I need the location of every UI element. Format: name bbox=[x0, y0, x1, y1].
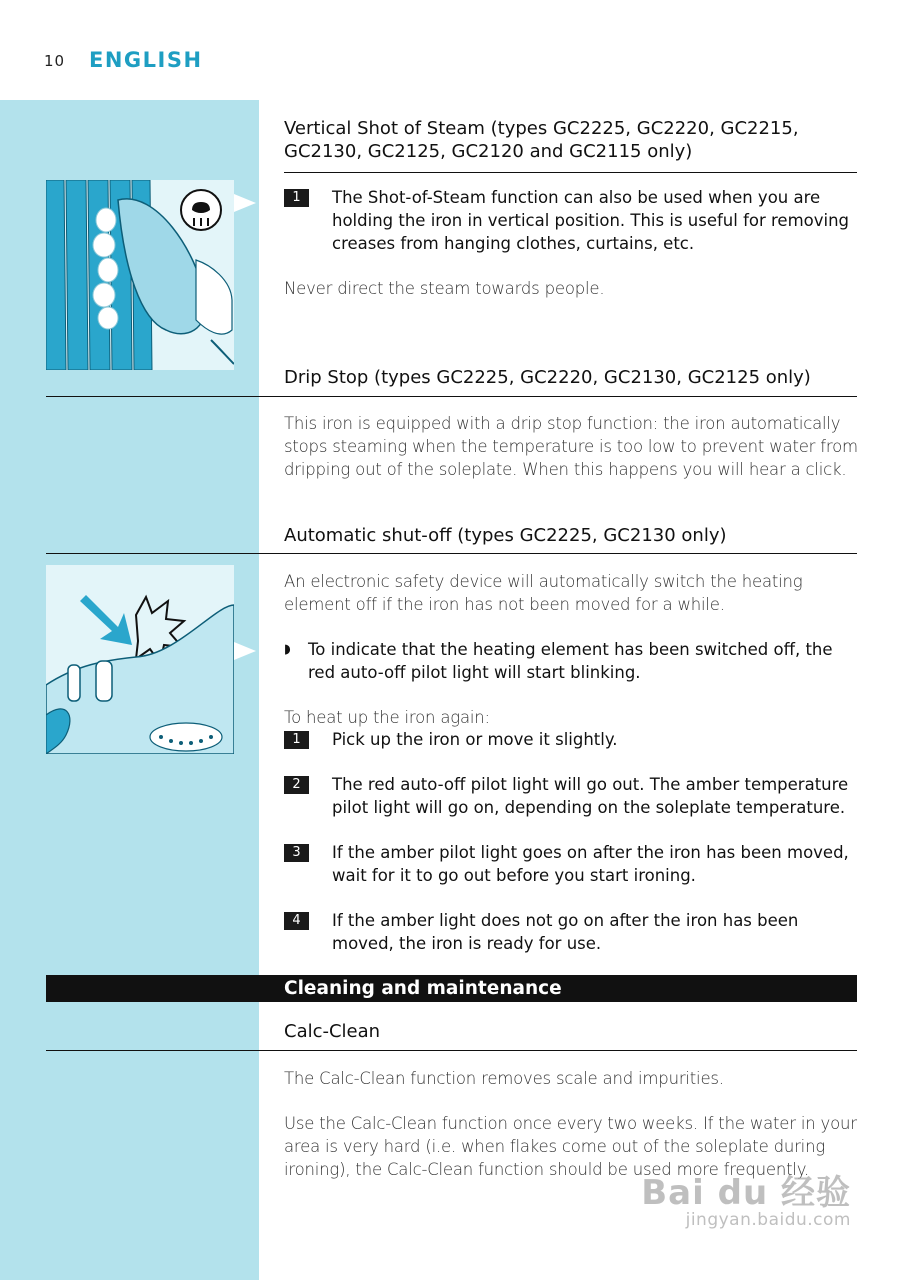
divider bbox=[46, 553, 857, 554]
step-number: 4 bbox=[284, 912, 309, 930]
calc-clean-p2: Use the Calc-Clean function once every two weeks. If the water in your area is very hard (i.e. when flakes come out of the soleplate during ironing), the Calc-Clean function should be used more frequently. bbox=[284, 1114, 857, 1179]
warning-text: Never direct the steam towards people. bbox=[284, 279, 605, 298]
section-title: Cleaning and maintenance bbox=[284, 978, 562, 999]
section-bar-cleaning bbox=[46, 975, 857, 1002]
heading-drip-stop: Drip Stop (types GC2225, GC2220, GC2130, GC2125 only) bbox=[284, 367, 811, 388]
heading-calc-clean: Calc-Clean bbox=[284, 1021, 381, 1042]
illustration-auto-shutoff bbox=[46, 565, 234, 754]
bullet-text: To indicate that the heating element has been switched off, the red auto-off pilot light will start blinking. bbox=[308, 640, 833, 682]
step-1-vertical-shot bbox=[284, 186, 859, 255]
step-text: Pick up the iron or move it slightly. bbox=[332, 730, 618, 749]
step-text: If the amber light does not go on after the iron has been moved, the iron is ready for use. bbox=[332, 911, 799, 953]
vertical-steam-illustration bbox=[46, 180, 234, 370]
illustration-pointer bbox=[234, 642, 256, 660]
step-text: If the amber pilot light goes on after the iron has been moved, wait for it to go out before you start ironing. bbox=[332, 843, 849, 885]
step-number: 3 bbox=[284, 844, 309, 862]
language-header: ENGLISH bbox=[89, 48, 203, 72]
divider bbox=[46, 396, 857, 397]
step-number: 1 bbox=[284, 189, 309, 207]
illustration-vertical-steam bbox=[46, 180, 234, 370]
auto-shutoff-intro: An electronic safety device will automatically switch the heating element off if the iron has not been moved for a while. bbox=[284, 572, 803, 614]
heading-vertical-shot: Vertical Shot of Steam (types GC2225, GC2220, GC2215, GC2130, GC2125, GC2120 and GC2115 only) bbox=[284, 118, 799, 162]
step-number: 1 bbox=[284, 731, 309, 749]
divider bbox=[284, 172, 857, 173]
watermark-logo: Bai du 经验 bbox=[641, 1173, 851, 1213]
step-3-reheat bbox=[284, 841, 859, 887]
step-text: The red auto-off pilot light will go out. The amber temperature pilot light will go on, depending on the soleplate temperature. bbox=[332, 775, 849, 817]
bullet-item bbox=[284, 638, 859, 684]
watermark-url: jingyan.baidu.com bbox=[685, 1210, 851, 1230]
step-2-reheat bbox=[284, 773, 859, 819]
divider bbox=[46, 1050, 857, 1051]
step-1-reheat bbox=[284, 728, 859, 751]
page-number: 10 bbox=[44, 52, 66, 70]
bullet-marker-icon: ◗ bbox=[284, 642, 291, 657]
step-number: 2 bbox=[284, 776, 309, 794]
reheat-intro: To heat up the iron again: bbox=[284, 708, 490, 727]
calc-clean-p1: The Calc-Clean function removes scale and impurities. bbox=[284, 1069, 724, 1088]
heading-auto-shutoff: Automatic shut-off (types GC2225, GC2130 only) bbox=[284, 525, 727, 546]
auto-shutoff-illustration bbox=[46, 565, 234, 754]
illustration-pointer bbox=[234, 194, 256, 212]
step-text: The Shot-of-Steam function can also be used when you are holding the iron in vertical position. This is useful for removing creases from hanging clothes, curtains, etc. bbox=[332, 188, 850, 253]
step-4-reheat bbox=[284, 909, 859, 955]
watermark bbox=[641, 1165, 851, 1230]
drip-stop-body: This iron is equipped with a drip stop function: the iron automatically stops steaming when the temperature is too low to prevent water from dripping out of the soleplate. When this happens you will hear a click. bbox=[284, 414, 858, 479]
